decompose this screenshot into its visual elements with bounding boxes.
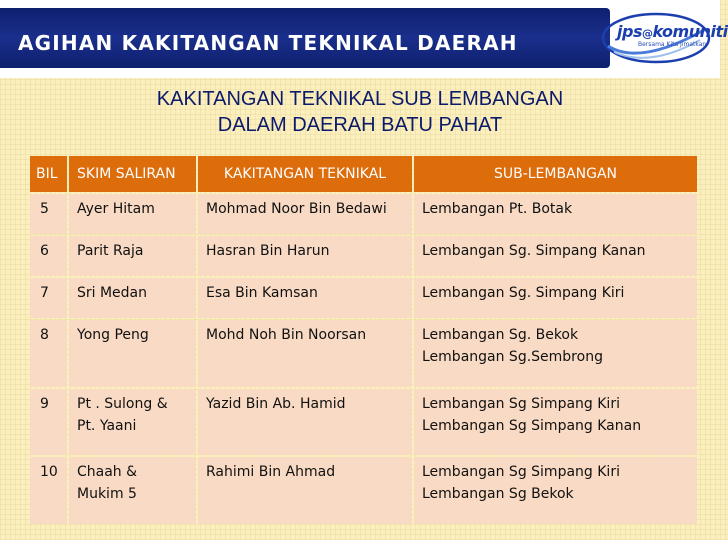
sub-lembangan-line: Lembangan Sg Simpang Kanan [422, 418, 642, 434]
cell-sub-lembangan [414, 320, 697, 387]
cell-sub-lembangan [414, 278, 697, 318]
table-row [30, 278, 697, 318]
cell-bil: 10 [30, 457, 67, 524]
table-row [30, 389, 697, 455]
cell-skim-saliran [69, 457, 196, 524]
cell-skim-saliran [69, 320, 196, 387]
cell-skim-saliran [69, 194, 196, 234]
skim-saliran-line: Pt . Sulong & [77, 396, 168, 412]
table-body [30, 194, 697, 524]
cell-skim-saliran [69, 278, 196, 318]
skim-saliran-line: Ayer Hitam [77, 201, 155, 217]
cell-sub-lembangan [414, 457, 697, 524]
column-header-skim-saliran: SKIM SALIRAN [69, 156, 196, 192]
column-header-sub-lembangan: SUB-LEMBANGAN [414, 156, 697, 192]
cell-skim-saliran [69, 389, 196, 455]
table-row [30, 320, 697, 387]
skim-saliran-line: Sri Medan [77, 285, 148, 301]
sub-lembangan-line: Lembangan Sg Bekok [422, 486, 574, 502]
logo-komuniti-text: komuniti [652, 22, 728, 41]
subtitle-line-2: DALAM DAERAH BATU PAHAT [217, 114, 503, 136]
cell-bil: 7 [30, 278, 67, 318]
column-header-bil: BIL [30, 156, 67, 192]
skim-saliran-line: Chaah & [77, 464, 138, 480]
skim-saliran-line: Mukim 5 [77, 486, 137, 502]
cell-kakitangan-teknikal: Hasran Bin Harun [198, 236, 412, 276]
cell-bil: 8 [30, 320, 67, 387]
cell-bil: 5 [30, 194, 67, 234]
logo-tagline: Bersama Kita Jimatkan [638, 41, 707, 48]
table-row [30, 457, 697, 524]
header-bar [0, 0, 728, 78]
cell-bil: 9 [30, 389, 67, 455]
cell-kakitangan-teknikal: Mohmad Noor Bin Bedawi [198, 194, 412, 234]
skim-saliran-line: Yong Peng [77, 327, 149, 343]
sub-lembangan-line: Lembangan Sg. Bekok [422, 327, 579, 343]
table-row [30, 236, 697, 276]
sub-lembangan-line: Lembangan Pt. Botak [422, 201, 573, 217]
cell-sub-lembangan [414, 389, 697, 455]
cell-kakitangan-teknikal: Yazid Bin Ab. Hamid [198, 389, 412, 455]
sub-lembangan-line: Lembangan Sg Simpang Kiri [422, 396, 620, 412]
sub-lembangan-line: Lembangan Sg. Simpang Kanan [422, 243, 646, 259]
table-header-row [30, 156, 697, 192]
cell-sub-lembangan [414, 236, 697, 276]
jps-komuniti-logo [600, 8, 728, 68]
skim-saliran-line: Parit Raja [77, 243, 144, 259]
logo-jps-text: jps [617, 22, 642, 41]
subtitle-line-1: KAKITANGAN TEKNIKAL SUB LEMBANGAN [156, 88, 564, 110]
sub-lembangan-line: Lembangan Sg. Simpang Kiri [422, 285, 625, 301]
cell-bil: 6 [30, 236, 67, 276]
logo-wordmark [617, 22, 728, 41]
cell-kakitangan-teknikal: Mohd Noh Bin Noorsan [198, 320, 412, 387]
table-row [30, 194, 697, 234]
skim-saliran-line: Pt. Yaani [77, 418, 137, 434]
cell-kakitangan-teknikal: Rahimi Bin Ahmad [198, 457, 412, 524]
cell-sub-lembangan [414, 194, 697, 234]
header-title-band [0, 8, 610, 68]
staff-table [28, 154, 699, 526]
cell-kakitangan-teknikal: Esa Bin Kamsan [198, 278, 412, 318]
page-title: AGIHAN KAKITANGAN TEKNIKAL DAERAH [18, 31, 518, 55]
column-header-kakitangan-teknikal: KAKITANGAN TEKNIKAL [198, 156, 412, 192]
logo-at-text: @ [641, 27, 653, 40]
sub-lembangan-line: Lembangan Sg Simpang Kiri [422, 464, 620, 480]
sub-lembangan-line: Lembangan Sg.Sembrong [422, 349, 603, 365]
cell-skim-saliran [69, 236, 196, 276]
